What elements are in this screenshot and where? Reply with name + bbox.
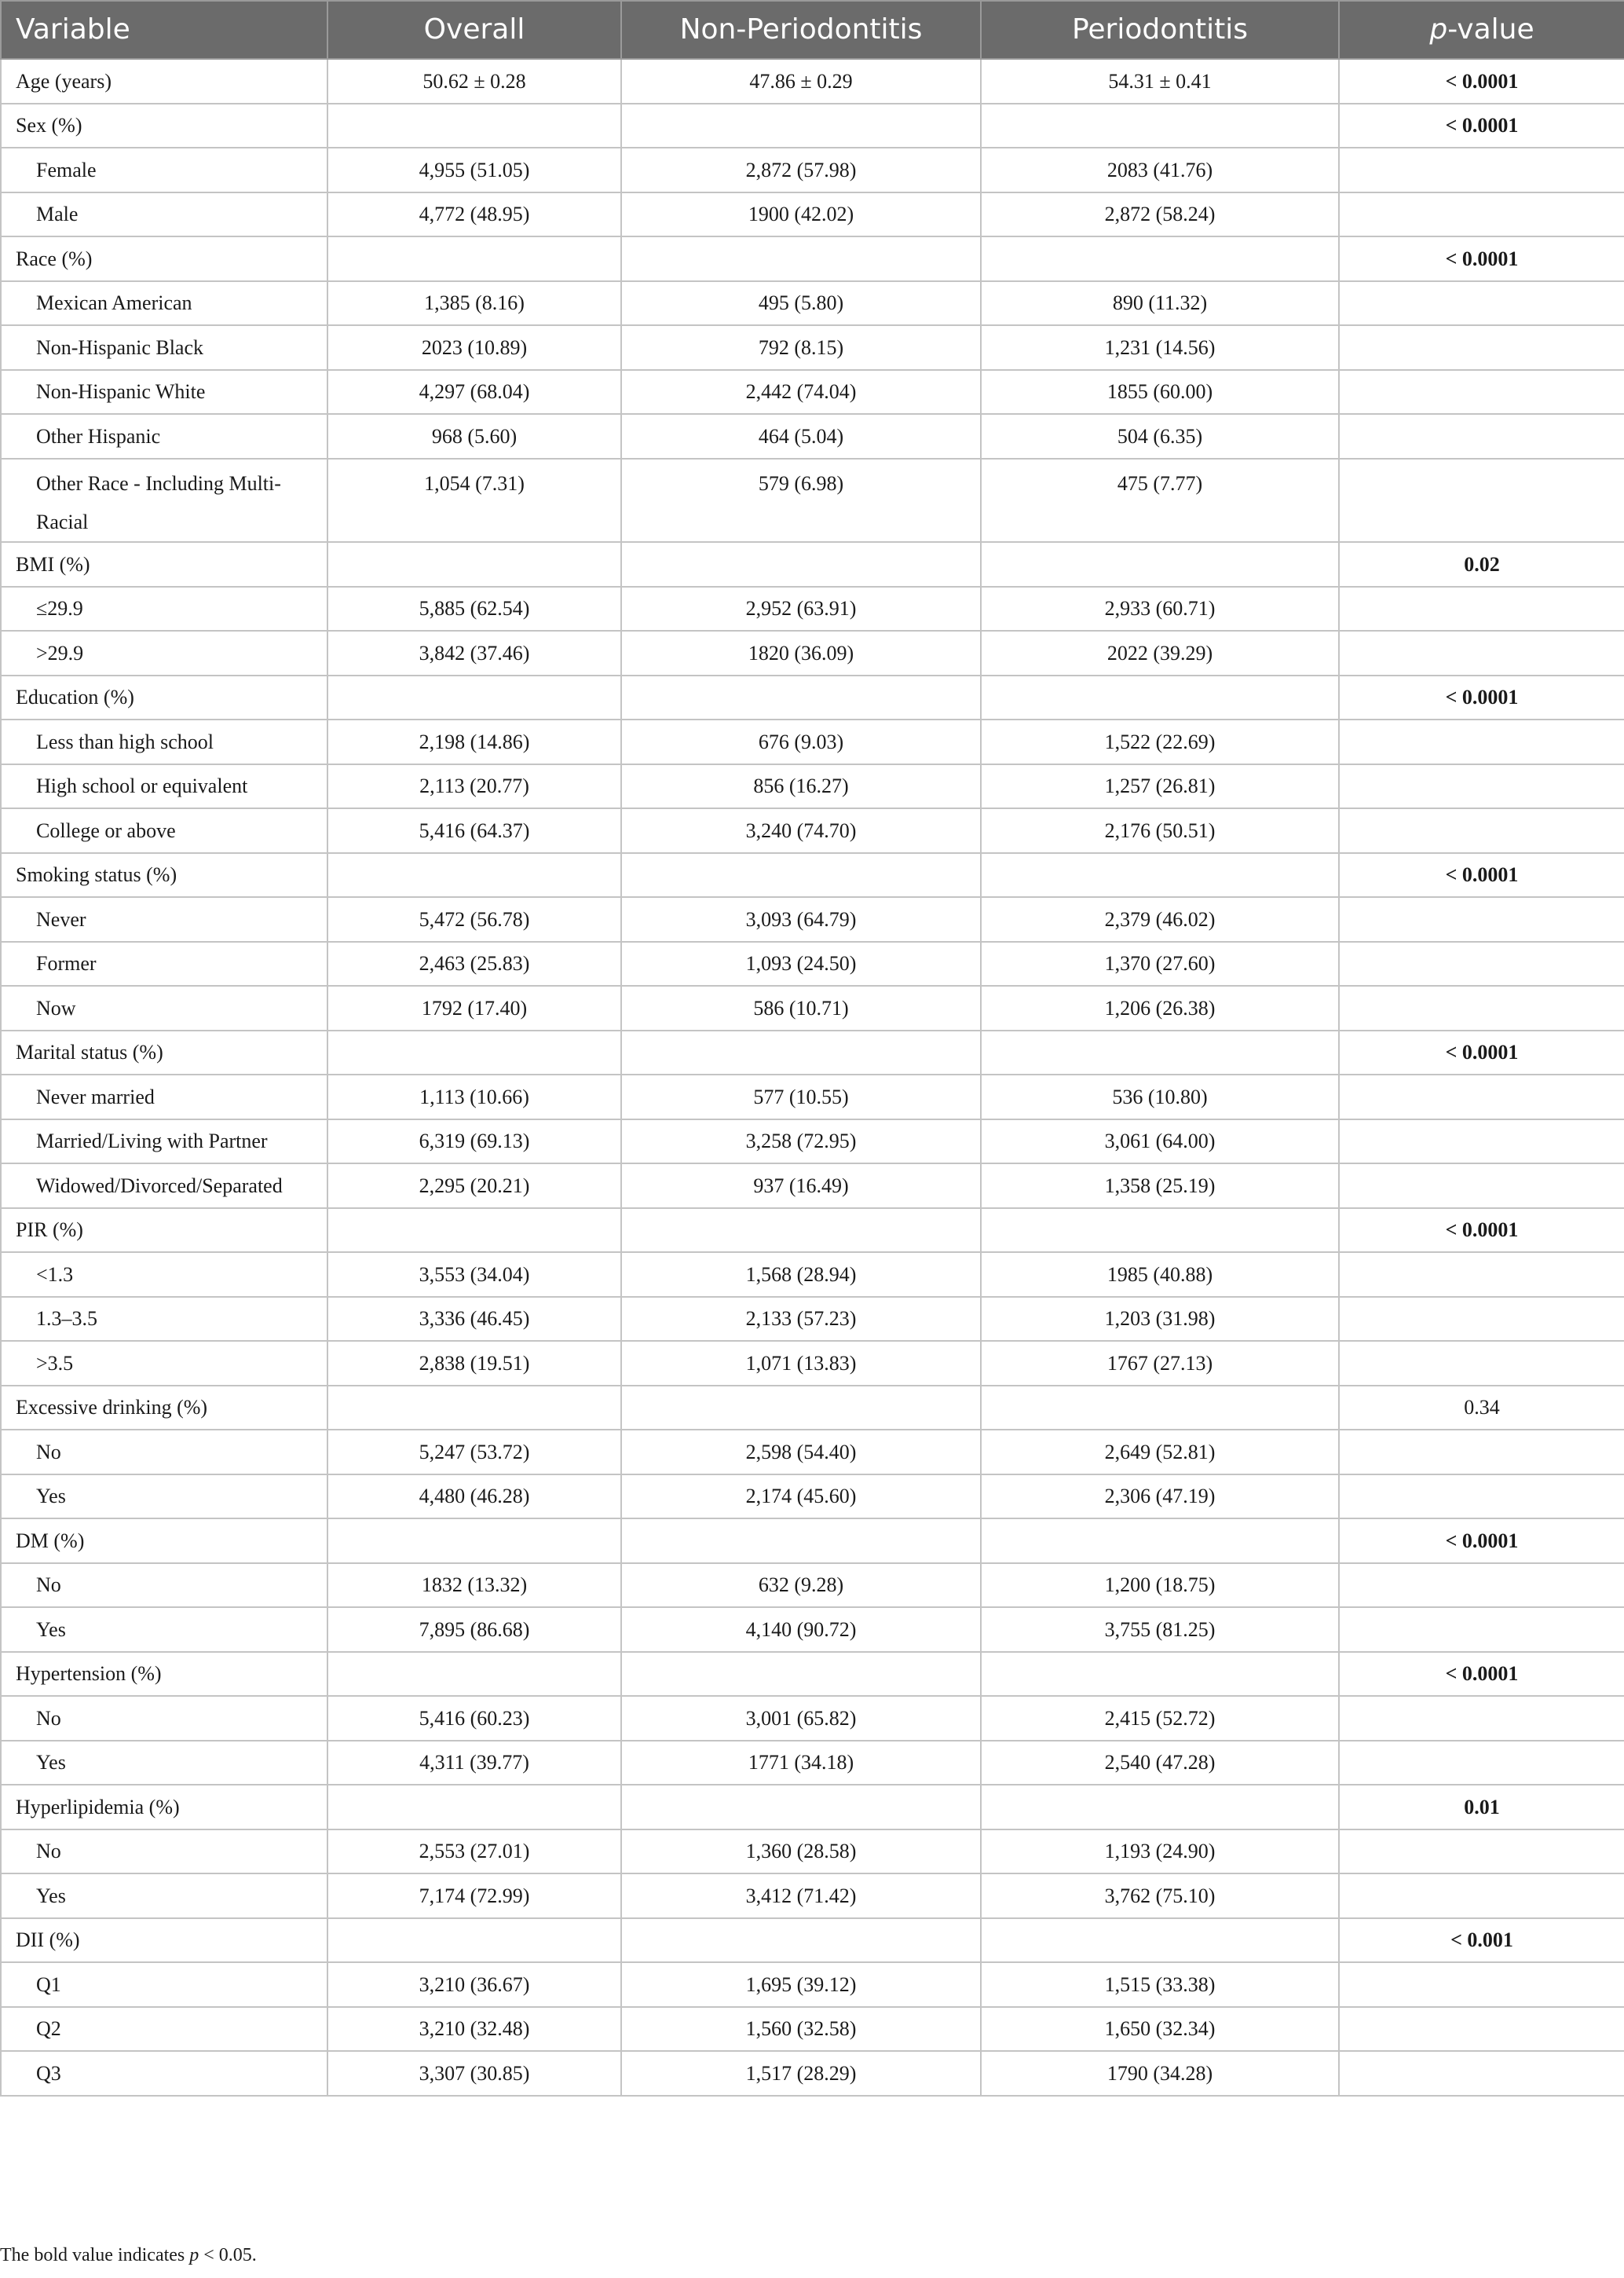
non-periodontitis-cell <box>621 853 981 898</box>
periodontitis-cell: 536 (10.80) <box>981 1075 1339 1119</box>
variable-cell: Other Race - Including Multi-Racial <box>1 459 327 543</box>
overall-cell <box>327 676 621 720</box>
overall-cell: 5,416 (60.23) <box>327 1696 621 1741</box>
overall-cell: 2023 (10.89) <box>327 325 621 370</box>
p-value-cell <box>1339 808 1624 853</box>
table-row <box>1 1474 1624 1519</box>
overall-cell: 4,297 (68.04) <box>327 370 621 415</box>
periodontitis-cell <box>981 1031 1339 1075</box>
periodontitis-cell <box>981 1652 1339 1697</box>
overall-cell <box>327 1031 621 1075</box>
variable-cell: Sex (%) <box>1 104 327 148</box>
p-value-cell <box>1339 764 1624 809</box>
overall-cell <box>327 104 621 148</box>
overall-cell: 6,319 (69.13) <box>327 1119 621 1164</box>
p-value-cell <box>1339 414 1624 459</box>
periodontitis-cell: 1,203 (31.98) <box>981 1297 1339 1342</box>
variable-cell: Q1 <box>1 1962 327 2007</box>
table-row <box>1 1386 1624 1430</box>
overall-cell <box>327 1386 621 1430</box>
overall-cell <box>327 853 621 898</box>
periodontitis-cell: 1790 (34.28) <box>981 2051 1339 2096</box>
p-value-cell <box>1339 192 1624 237</box>
p-value-cell <box>1339 1873 1624 1918</box>
table-row <box>1 1208 1624 1253</box>
non-periodontitis-cell: 3,412 (71.42) <box>621 1873 981 1918</box>
table-row <box>1 1430 1624 1474</box>
periodontitis-cell: 2,176 (50.51) <box>981 808 1339 853</box>
non-periodontitis-cell <box>621 1208 981 1253</box>
overall-cell: 3,842 (37.46) <box>327 631 621 676</box>
footnote-p-letter: p <box>189 2245 199 2265</box>
table-row <box>1 148 1624 192</box>
non-periodontitis-cell <box>621 676 981 720</box>
table-row <box>1 1652 1624 1697</box>
table-row <box>1 587 1624 632</box>
variable-cell: Non-Hispanic White <box>1 370 327 415</box>
overall-cell: 3,307 (30.85) <box>327 2051 621 2096</box>
table-row <box>1 104 1624 148</box>
variable-cell: Mexican American <box>1 281 327 326</box>
table-row <box>1 1962 1624 2007</box>
periodontitis-cell: 2,379 (46.02) <box>981 897 1339 942</box>
p-value-cell: < 0.0001 <box>1339 104 1624 148</box>
periodontitis-cell <box>981 1785 1339 1829</box>
overall-cell: 5,247 (53.72) <box>327 1430 621 1474</box>
overall-cell: 4,311 (39.77) <box>327 1741 621 1785</box>
periodontitis-cell: 2,540 (47.28) <box>981 1741 1339 1785</box>
variable-cell: Less than high school <box>1 720 327 764</box>
overall-cell: 4,772 (48.95) <box>327 192 621 237</box>
p-value-cell <box>1339 720 1624 764</box>
variable-cell: High school or equivalent <box>1 764 327 809</box>
non-periodontitis-cell: 47.86 ± 0.29 <box>621 59 981 104</box>
non-periodontitis-cell: 792 (8.15) <box>621 325 981 370</box>
variable-cell: Never <box>1 897 327 942</box>
p-value-cell <box>1339 897 1624 942</box>
variable-cell: No <box>1 1430 327 1474</box>
table-row <box>1 59 1624 104</box>
variable-cell: DII (%) <box>1 1918 327 1963</box>
non-periodontitis-cell: 586 (10.71) <box>621 986 981 1031</box>
variable-cell: Excessive drinking (%) <box>1 1386 327 1430</box>
variable-cell: Q3 <box>1 2051 327 2096</box>
table-row <box>1 1741 1624 1785</box>
table-row <box>1 853 1624 898</box>
p-value-cell: < 0.0001 <box>1339 1518 1624 1563</box>
table-row <box>1 676 1624 720</box>
periodontitis-cell: 1,257 (26.81) <box>981 764 1339 809</box>
periodontitis-cell: 1,370 (27.60) <box>981 942 1339 987</box>
table-row <box>1 1518 1624 1563</box>
p-value-cell: 0.34 <box>1339 1386 1624 1430</box>
non-periodontitis-cell: 3,093 (64.79) <box>621 897 981 942</box>
p-value-cell <box>1339 281 1624 326</box>
non-periodontitis-cell: 577 (10.55) <box>621 1075 981 1119</box>
periodontitis-cell <box>981 1208 1339 1253</box>
p-value-cell <box>1339 1163 1624 1208</box>
table-row <box>1 897 1624 942</box>
non-periodontitis-cell: 2,442 (74.04) <box>621 370 981 415</box>
p-value-cell: < 0.0001 <box>1339 853 1624 898</box>
variable-cell: Other Hispanic <box>1 414 327 459</box>
periodontitis-cell <box>981 542 1339 587</box>
non-periodontitis-cell: 1,695 (39.12) <box>621 1962 981 2007</box>
periodontitis-cell <box>981 104 1339 148</box>
periodontitis-cell <box>981 1386 1339 1430</box>
variable-cell: 1.3–3.5 <box>1 1297 327 1342</box>
non-periodontitis-cell <box>621 1652 981 1697</box>
overall-cell: 1832 (13.32) <box>327 1563 621 1608</box>
variable-cell: Hyperlipidemia (%) <box>1 1785 327 1829</box>
p-value-cell <box>1339 631 1624 676</box>
footnote <box>0 2245 257 2266</box>
overall-cell: 2,838 (19.51) <box>327 1341 621 1386</box>
non-periodontitis-cell <box>621 1518 981 1563</box>
non-periodontitis-cell: 1,360 (28.58) <box>621 1829 981 1874</box>
variable-cell: No <box>1 1696 327 1741</box>
non-periodontitis-cell: 464 (5.04) <box>621 414 981 459</box>
periodontitis-cell: 3,755 (81.25) <box>981 1607 1339 1652</box>
variable-cell: Age (years) <box>1 59 327 104</box>
table-row <box>1 942 1624 987</box>
p-value-cell <box>1339 1696 1624 1741</box>
p-value-cell <box>1339 1075 1624 1119</box>
table-row <box>1 986 1624 1031</box>
p-value-cell: < 0.001 <box>1339 1918 1624 1963</box>
variable-cell: Non-Hispanic Black <box>1 325 327 370</box>
table-row <box>1 1252 1624 1297</box>
table-row <box>1 459 1624 543</box>
periodontitis-cell: 2083 (41.76) <box>981 148 1339 192</box>
p-value-cell <box>1339 1563 1624 1608</box>
table-row <box>1 370 1624 415</box>
overall-cell: 2,553 (27.01) <box>327 1829 621 1874</box>
p-value-cell <box>1339 2007 1624 2052</box>
header-variable: Variable <box>1 1 327 59</box>
table-header-row <box>1 1 1624 59</box>
variable-cell: >3.5 <box>1 1341 327 1386</box>
variable-cell: Now <box>1 986 327 1031</box>
periodontitis-cell: 2,415 (52.72) <box>981 1696 1339 1741</box>
periodontitis-cell: 1767 (27.13) <box>981 1341 1339 1386</box>
table-row <box>1 192 1624 237</box>
non-periodontitis-cell: 1,560 (32.58) <box>621 2007 981 2052</box>
variable-cell: Yes <box>1 1474 327 1519</box>
periodontitis-cell <box>981 676 1339 720</box>
non-periodontitis-cell: 495 (5.80) <box>621 281 981 326</box>
periodontitis-cell: 1,522 (22.69) <box>981 720 1339 764</box>
header-overall: Overall <box>327 1 621 59</box>
header-p-suffix: -value <box>1447 13 1534 46</box>
overall-cell: 1,113 (10.66) <box>327 1075 621 1119</box>
non-periodontitis-cell: 1,517 (28.29) <box>621 2051 981 2096</box>
non-periodontitis-cell <box>621 236 981 281</box>
overall-cell <box>327 1785 621 1829</box>
p-value-cell <box>1339 1297 1624 1342</box>
overall-cell <box>327 236 621 281</box>
non-periodontitis-cell: 856 (16.27) <box>621 764 981 809</box>
non-periodontitis-cell <box>621 1386 981 1430</box>
p-value-cell: < 0.0001 <box>1339 1031 1624 1075</box>
table-row <box>1 236 1624 281</box>
overall-cell: 1,054 (7.31) <box>327 459 621 543</box>
p-value-cell <box>1339 1741 1624 1785</box>
periodontitis-cell <box>981 236 1339 281</box>
periodontitis-cell: 2,933 (60.71) <box>981 587 1339 632</box>
overall-cell: 3,210 (32.48) <box>327 2007 621 2052</box>
non-periodontitis-cell <box>621 1785 981 1829</box>
table-row <box>1 542 1624 587</box>
non-periodontitis-cell: 937 (16.49) <box>621 1163 981 1208</box>
p-value-cell <box>1339 1119 1624 1164</box>
footnote-text-end: < 0.05. <box>199 2245 257 2265</box>
table-row <box>1 1785 1624 1829</box>
p-value-cell: 0.02 <box>1339 542 1624 587</box>
table-row <box>1 1341 1624 1386</box>
p-value-cell <box>1339 1829 1624 1874</box>
overall-cell: 2,463 (25.83) <box>327 942 621 987</box>
overall-cell <box>327 542 621 587</box>
p-value-cell <box>1339 942 1624 987</box>
periodontitis-cell: 1,200 (18.75) <box>981 1563 1339 1608</box>
non-periodontitis-cell: 1900 (42.02) <box>621 192 981 237</box>
p-value-cell <box>1339 1474 1624 1519</box>
periodontitis-cell: 1985 (40.88) <box>981 1252 1339 1297</box>
non-periodontitis-cell <box>621 104 981 148</box>
non-periodontitis-cell: 3,001 (65.82) <box>621 1696 981 1741</box>
variable-cell: No <box>1 1563 327 1608</box>
periodontitis-cell <box>981 853 1339 898</box>
p-value-cell <box>1339 1252 1624 1297</box>
p-value-cell <box>1339 1341 1624 1386</box>
variable-cell: Yes <box>1 1873 327 1918</box>
periodontitis-cell: 2,306 (47.19) <box>981 1474 1339 1519</box>
overall-cell: 3,210 (36.67) <box>327 1962 621 2007</box>
overall-cell: 7,174 (72.99) <box>327 1873 621 1918</box>
periodontitis-cell: 2022 (39.29) <box>981 631 1339 676</box>
overall-cell: 968 (5.60) <box>327 414 621 459</box>
overall-cell <box>327 1208 621 1253</box>
overall-cell: 1,385 (8.16) <box>327 281 621 326</box>
overall-cell: 50.62 ± 0.28 <box>327 59 621 104</box>
variable-cell: Hypertension (%) <box>1 1652 327 1697</box>
non-periodontitis-cell: 4,140 (90.72) <box>621 1607 981 1652</box>
non-periodontitis-cell: 676 (9.03) <box>621 720 981 764</box>
overall-cell: 2,198 (14.86) <box>327 720 621 764</box>
variable-cell: ≤29.9 <box>1 587 327 632</box>
overall-cell: 4,955 (51.05) <box>327 148 621 192</box>
periodontitis-cell: 475 (7.77) <box>981 459 1339 543</box>
non-periodontitis-cell: 2,133 (57.23) <box>621 1297 981 1342</box>
non-periodontitis-cell: 579 (6.98) <box>621 459 981 543</box>
periodontitis-cell: 890 (11.32) <box>981 281 1339 326</box>
variable-cell: Former <box>1 942 327 987</box>
p-value-cell <box>1339 1430 1624 1474</box>
variable-cell: Married/Living with Partner <box>1 1119 327 1164</box>
non-periodontitis-cell: 1,093 (24.50) <box>621 942 981 987</box>
p-value-cell: < 0.0001 <box>1339 236 1624 281</box>
table-row <box>1 720 1624 764</box>
table-row <box>1 764 1624 809</box>
p-value-cell <box>1339 370 1624 415</box>
non-periodontitis-cell: 1,071 (13.83) <box>621 1341 981 1386</box>
p-value-cell <box>1339 459 1624 543</box>
periodontitis-cell: 1855 (60.00) <box>981 370 1339 415</box>
p-value-cell: < 0.0001 <box>1339 1208 1624 1253</box>
table-row <box>1 325 1624 370</box>
header-p-letter: p <box>1429 13 1448 46</box>
table-row <box>1 1696 1624 1741</box>
periodontitis-cell: 1,515 (33.38) <box>981 1962 1339 2007</box>
table-row <box>1 2007 1624 2052</box>
table-row <box>1 1918 1624 1963</box>
overall-cell: 7,895 (86.68) <box>327 1607 621 1652</box>
p-value-cell <box>1339 1962 1624 2007</box>
non-periodontitis-cell <box>621 1918 981 1963</box>
variable-cell: Male <box>1 192 327 237</box>
periodontitis-cell <box>981 1518 1339 1563</box>
table-row <box>1 281 1624 326</box>
table-row <box>1 1075 1624 1119</box>
header-periodontitis: Periodontitis <box>981 1 1339 59</box>
non-periodontitis-cell: 2,598 (54.40) <box>621 1430 981 1474</box>
variable-cell: Widowed/Divorced/Separated <box>1 1163 327 1208</box>
table-row <box>1 1829 1624 1874</box>
footnote-text-start: The bold value indicates <box>0 2245 190 2265</box>
overall-cell: 1792 (17.40) <box>327 986 621 1031</box>
p-value-cell <box>1339 2051 1624 2096</box>
header-p-value <box>1339 1 1624 59</box>
variable-cell: >29.9 <box>1 631 327 676</box>
p-value-cell <box>1339 986 1624 1031</box>
non-periodontitis-cell: 632 (9.28) <box>621 1563 981 1608</box>
header-non-periodontitis: Non-Periodontitis <box>621 1 981 59</box>
p-value-cell: 0.01 <box>1339 1785 1624 1829</box>
table-body <box>1 59 1624 2096</box>
overall-cell <box>327 1652 621 1697</box>
periodontitis-cell: 1,193 (24.90) <box>981 1829 1339 1874</box>
variable-cell: DM (%) <box>1 1518 327 1563</box>
p-value-cell: < 0.0001 <box>1339 1652 1624 1697</box>
p-value-cell <box>1339 325 1624 370</box>
periodontitis-cell: 3,762 (75.10) <box>981 1873 1339 1918</box>
table-row <box>1 414 1624 459</box>
overall-cell <box>327 1518 621 1563</box>
periodontitis-cell: 2,872 (58.24) <box>981 192 1339 237</box>
periodontitis-cell: 1,358 (25.19) <box>981 1163 1339 1208</box>
variable-cell: College or above <box>1 808 327 853</box>
variable-cell: Yes <box>1 1607 327 1652</box>
non-periodontitis-cell: 1771 (34.18) <box>621 1741 981 1785</box>
table-row <box>1 1607 1624 1652</box>
non-periodontitis-cell: 1,568 (28.94) <box>621 1252 981 1297</box>
periodontitis-cell: 504 (6.35) <box>981 414 1339 459</box>
variable-cell: Yes <box>1 1741 327 1785</box>
p-value-cell: < 0.0001 <box>1339 59 1624 104</box>
variable-cell: Marital status (%) <box>1 1031 327 1075</box>
variable-cell: Education (%) <box>1 676 327 720</box>
table-row <box>1 1873 1624 1918</box>
overall-cell <box>327 1918 621 1963</box>
non-periodontitis-cell <box>621 1031 981 1075</box>
periodontitis-cell <box>981 1918 1339 1963</box>
non-periodontitis-cell: 3,258 (72.95) <box>621 1119 981 1164</box>
overall-cell: 3,336 (46.45) <box>327 1297 621 1342</box>
table-row <box>1 1163 1624 1208</box>
p-value-cell: < 0.0001 <box>1339 676 1624 720</box>
table-row <box>1 2051 1624 2096</box>
periodontitis-cell: 1,650 (32.34) <box>981 2007 1339 2052</box>
variable-cell: BMI (%) <box>1 542 327 587</box>
overall-cell: 2,113 (20.77) <box>327 764 621 809</box>
p-value-cell <box>1339 148 1624 192</box>
periodontitis-cell: 2,649 (52.81) <box>981 1430 1339 1474</box>
non-periodontitis-cell <box>621 542 981 587</box>
non-periodontitis-cell: 3,240 (74.70) <box>621 808 981 853</box>
table-row <box>1 808 1624 853</box>
periodontitis-cell: 1,231 (14.56) <box>981 325 1339 370</box>
overall-cell: 4,480 (46.28) <box>327 1474 621 1519</box>
variable-cell: Female <box>1 148 327 192</box>
table-row <box>1 1119 1624 1164</box>
table-row <box>1 1563 1624 1608</box>
variable-cell: Q2 <box>1 2007 327 2052</box>
overall-cell: 5,472 (56.78) <box>327 897 621 942</box>
non-periodontitis-cell: 2,174 (45.60) <box>621 1474 981 1519</box>
non-periodontitis-cell: 1820 (36.09) <box>621 631 981 676</box>
overall-cell: 2,295 (20.21) <box>327 1163 621 1208</box>
variable-cell: <1.3 <box>1 1252 327 1297</box>
table-row <box>1 631 1624 676</box>
periodontitis-cell: 54.31 ± 0.41 <box>981 59 1339 104</box>
periodontitis-cell: 3,061 (64.00) <box>981 1119 1339 1164</box>
overall-cell: 5,885 (62.54) <box>327 587 621 632</box>
non-periodontitis-cell: 2,952 (63.91) <box>621 587 981 632</box>
variable-cell: No <box>1 1829 327 1874</box>
variable-cell: Smoking status (%) <box>1 853 327 898</box>
variable-cell: PIR (%) <box>1 1208 327 1253</box>
periodontitis-cell: 1,206 (26.38) <box>981 986 1339 1031</box>
variable-cell: Never married <box>1 1075 327 1119</box>
overall-cell: 5,416 (64.37) <box>327 808 621 853</box>
variable-cell: Race (%) <box>1 236 327 281</box>
p-value-cell <box>1339 1607 1624 1652</box>
table-row <box>1 1297 1624 1342</box>
table-row <box>1 1031 1624 1075</box>
overall-cell: 3,553 (34.04) <box>327 1252 621 1297</box>
p-value-cell <box>1339 587 1624 632</box>
non-periodontitis-cell: 2,872 (57.98) <box>621 148 981 192</box>
